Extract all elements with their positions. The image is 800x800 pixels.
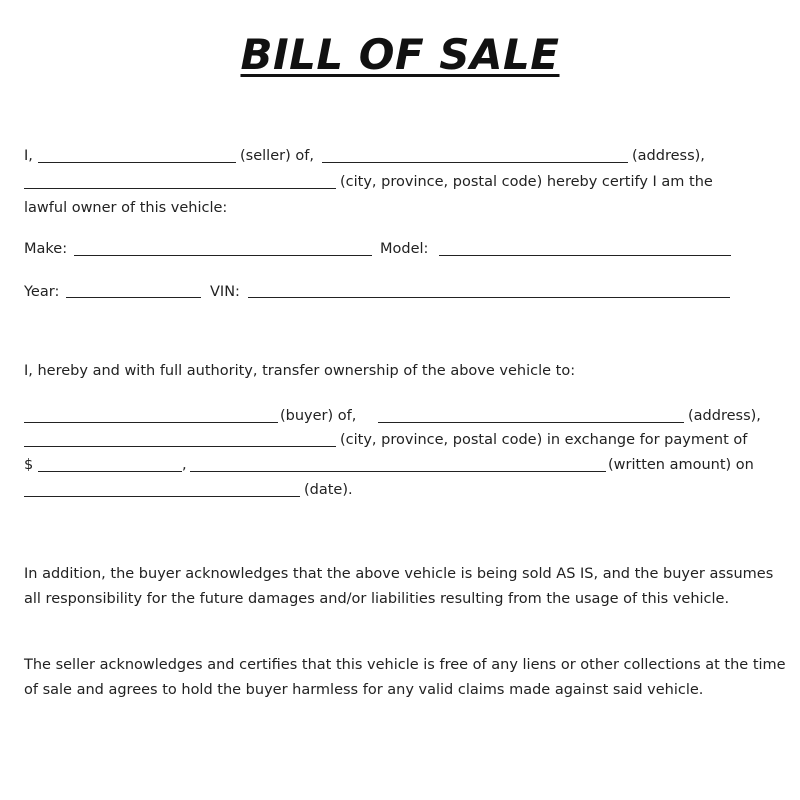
make-field[interactable] xyxy=(74,255,372,256)
written-amount-label: (written amount) on xyxy=(608,457,754,473)
payment-amount-field[interactable] xyxy=(38,471,182,472)
model-field[interactable] xyxy=(439,255,731,256)
sale-date-field[interactable] xyxy=(24,496,300,497)
year-field[interactable] xyxy=(66,297,201,298)
model-label: Model: xyxy=(380,241,429,257)
vin-field[interactable] xyxy=(248,297,730,298)
lawful-owner-text: lawful owner of this vehicle: xyxy=(24,200,228,216)
seller-name-field[interactable] xyxy=(38,162,236,163)
make-label: Make: xyxy=(24,241,68,257)
buyer-city-field[interactable] xyxy=(24,446,336,447)
buyer-address-label: (address), xyxy=(688,408,761,424)
year-label: Year: xyxy=(24,284,60,300)
vin-label: VIN: xyxy=(210,284,240,300)
date-label: (date). xyxy=(304,482,353,498)
seller-city-field[interactable] xyxy=(24,188,336,189)
buyer-name-field[interactable] xyxy=(24,422,278,423)
seller-city-label: (city, province, postal code) hereby certify I am the xyxy=(340,174,713,190)
document-title: BILL OF SALE xyxy=(240,30,560,79)
seller-address-label: (address), xyxy=(632,148,705,164)
buyer-city-label: (city, province, postal code) in exchange for payment of xyxy=(340,432,748,448)
seller-address-field[interactable] xyxy=(322,162,628,163)
seller-line-prefix: I, xyxy=(24,148,33,164)
buyer-label: (buyer) of, xyxy=(280,408,357,424)
transfer-intro: I, hereby and with full authority, transfer ownership of the above vehicle to: xyxy=(24,363,576,379)
written-amount-field[interactable] xyxy=(190,471,606,472)
payment-comma: , xyxy=(182,457,187,473)
as-is-paragraph: In addition, the buyer acknowledges that the above vehicle is being sold AS IS, and the buyer assumes all responsibility for the future damages and/or liabilities resulting from the usage of this vehicle. xyxy=(24,566,774,607)
buyer-address-field[interactable] xyxy=(378,422,684,423)
seller-label: (seller) of, xyxy=(240,148,314,164)
dollar-sign: $ xyxy=(24,457,34,473)
liens-paragraph: The seller acknowledges and certifies that this vehicle is free of any liens or other collections at the time of sale and agrees to hold the buyer harmless for any valid claims made against said vehicle. xyxy=(24,657,786,698)
